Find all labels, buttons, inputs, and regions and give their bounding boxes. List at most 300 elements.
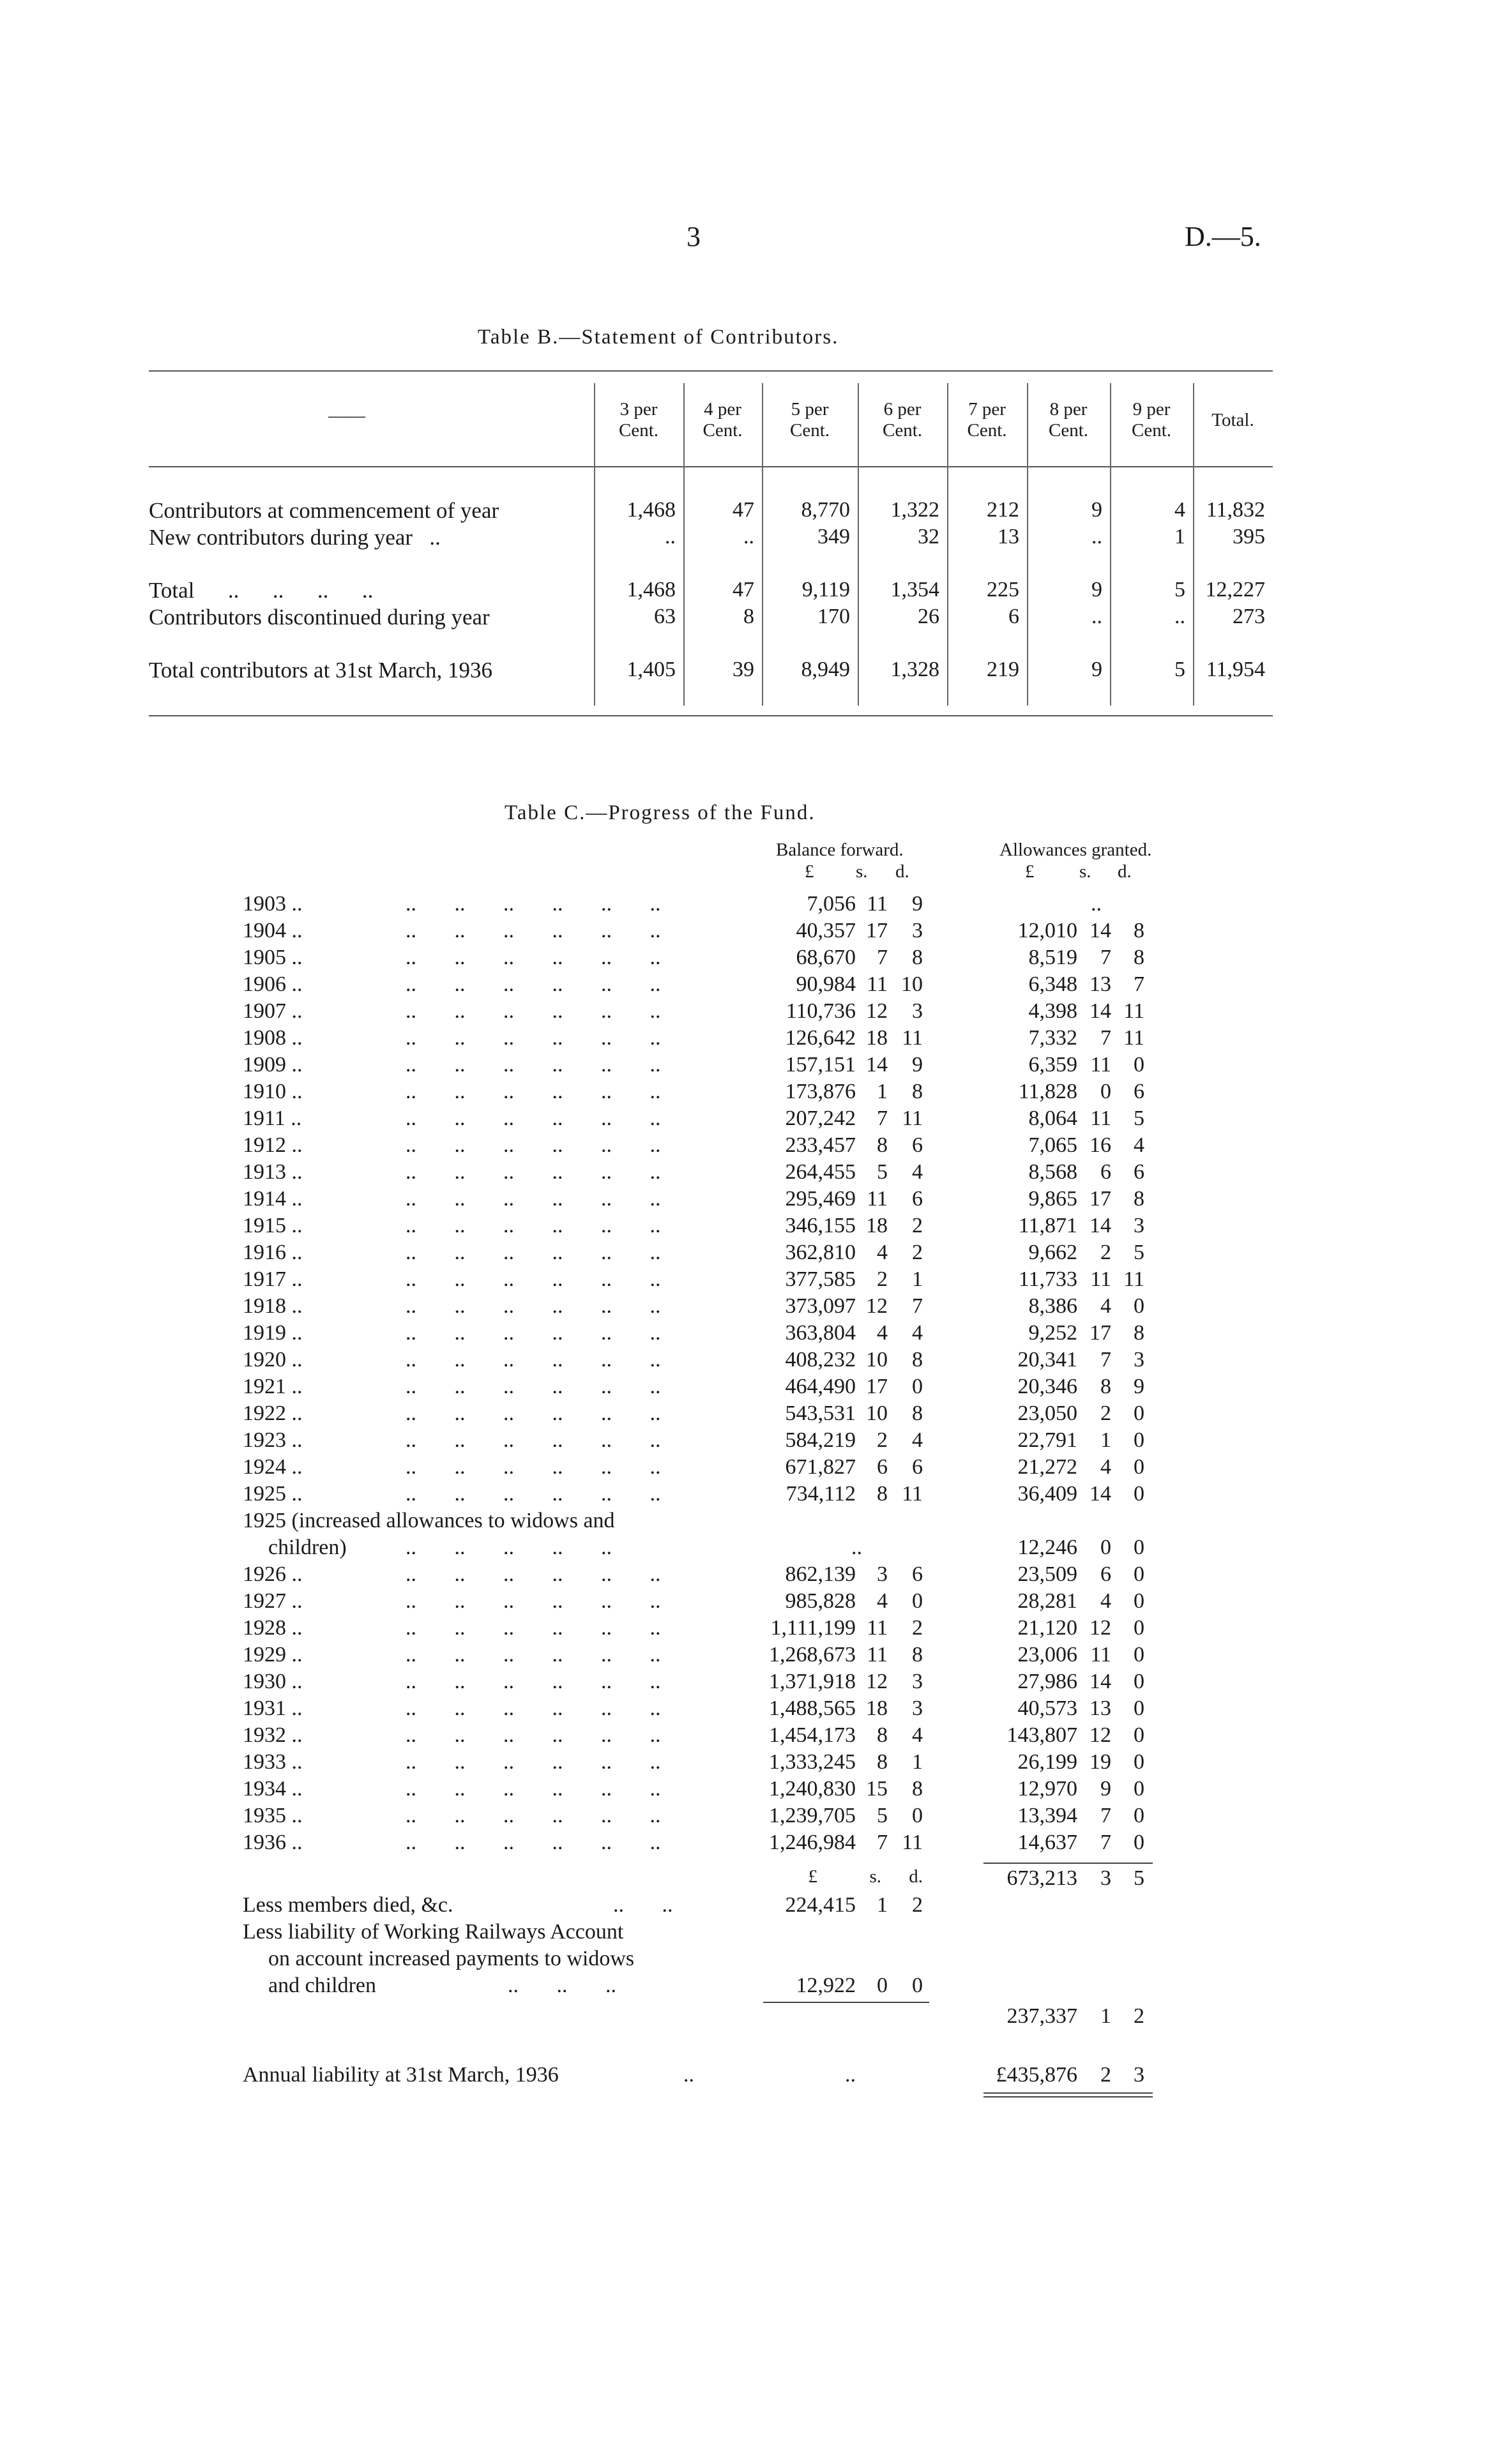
amount-pence: 8 — [1134, 919, 1144, 942]
amount-pence: 0 — [912, 1804, 923, 1827]
leader-dots: .. .. .. .. .. .. — [406, 1187, 661, 1211]
balance-forward-header: Balance forward. — [776, 840, 904, 860]
amount-shillings: 1 — [877, 1080, 888, 1103]
table-cell: 4 — [1174, 498, 1185, 522]
year-row — [243, 1428, 1201, 1455]
amount-pence: 0 — [1134, 1053, 1144, 1077]
amount-pence: 1 — [912, 1267, 923, 1291]
leader-dots: .. .. .. .. .. .. — [406, 999, 661, 1023]
amount-shillings: 14 — [866, 1053, 888, 1077]
row-label: Less members died, &c. — [243, 1893, 453, 1917]
amount-pounds: 21,120 — [1017, 1616, 1077, 1640]
year-label: 1919 .. — [243, 1321, 303, 1345]
column-header: 8 per Cent. — [1048, 399, 1089, 441]
note-label: children) — [268, 1536, 347, 1559]
table-cell: 225 — [987, 578, 1019, 601]
amount-shillings: 11 — [867, 892, 888, 916]
table-cell: 26 — [918, 605, 939, 628]
leader-dots: .. .. .. .. .. .. — [406, 1804, 661, 1827]
amount-shillings: 5 — [877, 1804, 888, 1827]
leader-dots: .. .. .. .. .. .. — [406, 1723, 661, 1747]
double-rule — [983, 2092, 1153, 2094]
leader-dots: .. .. .. .. .. .. — [406, 1107, 661, 1130]
year-label: 1907 .. — [243, 999, 303, 1023]
shillings-unit: s. — [869, 1866, 881, 1887]
amount-pounds: 143,807 — [1006, 1723, 1077, 1747]
amount-shillings: 17 — [866, 919, 888, 942]
amount-pounds: 23,050 — [1017, 1402, 1077, 1425]
amount-shillings: 2 — [1100, 1241, 1111, 1264]
amount-pounds: 363,804 — [785, 1321, 856, 1345]
year-label: 1913 .. — [243, 1160, 303, 1184]
year-row — [243, 1643, 1201, 1670]
year-row — [243, 1294, 1201, 1321]
amount-pence: 0 — [1134, 1670, 1144, 1693]
amount-pounds: 22,791 — [1017, 1428, 1077, 1452]
amount-pence: 6 — [1134, 1160, 1144, 1184]
year-row — [243, 1160, 1201, 1187]
amount-pence: 5 — [1134, 1241, 1144, 1264]
table-cell: 1,328 — [890, 658, 939, 681]
amount-pounds: 11,828 — [1018, 1080, 1077, 1103]
amount-pounds: 1,488,565 — [769, 1697, 856, 1720]
column-header: 9 per Cent. — [1131, 399, 1172, 441]
amount-pounds: 734,112 — [786, 1482, 856, 1506]
amount-shillings: 3 — [1100, 1866, 1111, 1890]
amount-shillings: 18 — [866, 1697, 888, 1720]
year-label: 1929 .. — [243, 1643, 303, 1667]
amount-shillings: 12 — [866, 1294, 888, 1318]
pounds-unit: £ — [805, 861, 814, 882]
year-row — [243, 1348, 1201, 1375]
year-row — [243, 946, 1201, 972]
amount-shillings: 17 — [1090, 1187, 1111, 1211]
pounds-unit: £ — [808, 1866, 817, 1887]
amount-pounds: 237,337 — [1006, 2004, 1077, 2028]
amount-shillings: 4 — [1100, 1294, 1111, 1318]
amount-pence: 2 — [912, 1241, 923, 1264]
year-row — [243, 1804, 1201, 1831]
table-cell: 1,405 — [626, 658, 676, 681]
amount-pounds: 7,332 — [1028, 1026, 1077, 1050]
year-label: 1933 .. — [243, 1750, 303, 1774]
amount-shillings: 13 — [1090, 972, 1111, 996]
leader-dots: .. .. .. .. .. .. — [406, 1267, 661, 1291]
row-label: on account increased payments to widows — [268, 1947, 635, 1970]
year-label: 1910 .. — [243, 1080, 303, 1103]
year-label: 1911 .. — [243, 1107, 302, 1130]
year-row — [243, 1321, 1201, 1348]
note-row — [243, 1509, 1201, 1536]
amount-pounds: 12,922 — [796, 1974, 856, 1997]
amount-shillings: 7 — [1100, 1804, 1111, 1827]
amount-pence: 0 — [1134, 1428, 1144, 1452]
leader-dots: .. .. .. .. .. .. — [406, 1053, 661, 1077]
table-cell: 13 — [998, 525, 1019, 548]
column-header: 7 per Cent. — [967, 399, 1007, 441]
table-cell: .. — [1174, 605, 1185, 628]
amount-pence: 9 — [1134, 1375, 1144, 1398]
amount-pounds: 40,573 — [1017, 1697, 1077, 1720]
leader-dots: .. .. .. .. .. .. — [406, 1831, 661, 1854]
year-label: 1916 .. — [243, 1241, 303, 1264]
amount-pounds: 20,346 — [1017, 1375, 1077, 1398]
amount-shillings: 14 — [1090, 1214, 1111, 1237]
table-cell: .. — [1091, 525, 1102, 548]
amount-pounds: 346,155 — [785, 1214, 856, 1237]
amount-pounds: 1,454,173 — [769, 1723, 856, 1747]
amount-shillings: 7 — [1100, 1831, 1111, 1854]
amount-shillings: 11 — [1090, 1107, 1111, 1130]
year-label: 1921 .. — [243, 1375, 303, 1398]
amount-pounds: 8,519 — [1028, 946, 1077, 969]
amount-pence: 10 — [901, 972, 923, 996]
pence-unit: d. — [895, 861, 909, 882]
total-rule — [983, 1863, 1153, 1864]
amount-pence: 0 — [1134, 1723, 1144, 1747]
amount-pence: 9 — [912, 1053, 923, 1077]
amount-pence: 0 — [1134, 1643, 1144, 1667]
amount-pence: 2 — [912, 1893, 923, 1917]
amount-pounds: 36,409 — [1017, 1482, 1077, 1506]
double-rule — [983, 2096, 1153, 2097]
amount-shillings: 7 — [1100, 946, 1111, 969]
amount-pence: 3 — [1134, 1214, 1144, 1237]
year-row — [243, 1589, 1201, 1616]
table-cell: .. — [665, 525, 676, 548]
amount-pounds: 4,398 — [1028, 999, 1077, 1023]
pence-unit: d. — [1118, 861, 1132, 882]
year-row — [243, 919, 1201, 946]
less-liability-row — [243, 1947, 1201, 1974]
table-c — [243, 840, 1201, 2110]
amount-shillings: 0 — [877, 1974, 888, 1997]
year-label: 1914 .. — [243, 1187, 303, 1211]
amount-pounds: 8,386 — [1028, 1294, 1077, 1318]
row-label: Total contributors at 31st March, 1936 — [149, 658, 493, 683]
amount-shillings: 12 — [1090, 1723, 1111, 1747]
table-cell: 8,770 — [801, 498, 850, 522]
amount-shillings: 7 — [877, 1831, 888, 1854]
row-label: and children — [268, 1974, 376, 1997]
table-cell: 39 — [733, 658, 754, 681]
amount-shillings: 4 — [1100, 1455, 1111, 1479]
year-label: 1917 .. — [243, 1267, 303, 1291]
amount-pence: 1 — [912, 1750, 923, 1774]
amount-pence: 2 — [912, 1616, 923, 1640]
amount-pounds: 26,199 — [1017, 1750, 1077, 1774]
table-cell: 63 — [654, 605, 676, 628]
shillings-unit: s. — [1079, 861, 1091, 882]
amount-shillings: 12 — [866, 999, 888, 1023]
year-row — [243, 1616, 1201, 1643]
amount-shillings: 11 — [1090, 1053, 1111, 1077]
amount-pounds: 14,637 — [1017, 1831, 1077, 1854]
year-row — [243, 1670, 1201, 1697]
amount-pounds: 543,531 — [785, 1402, 856, 1425]
amount-pence: 9 — [912, 892, 923, 916]
table-cell: 8 — [743, 605, 754, 628]
amount-pence: 5 — [1134, 1866, 1144, 1890]
amount-pence: 0 — [1134, 1482, 1144, 1506]
table-cell: 273 — [1233, 605, 1265, 628]
year-row — [243, 1133, 1201, 1160]
amount-shillings: 1 — [1100, 1428, 1111, 1452]
table-cell: 5 — [1174, 658, 1185, 681]
amount-pence: 0 — [912, 1974, 923, 1997]
table-b-caption: Table B.—Statement of Contributors. — [478, 326, 839, 349]
amount-pounds: 173,876 — [785, 1080, 856, 1103]
amount-pence: 6 — [1134, 1080, 1144, 1103]
document-reference: D.—5. — [1185, 221, 1261, 252]
row-label: Total .. .. .. .. — [149, 578, 374, 603]
table-cell: 1 — [1174, 525, 1185, 548]
amount-pence: 11 — [902, 1482, 923, 1506]
year-row — [243, 1026, 1201, 1053]
less-liability-row — [243, 1920, 1201, 1947]
year-row — [243, 1482, 1201, 1509]
amount-pounds: 90,984 — [796, 972, 856, 996]
amount-shillings: 2 — [877, 1267, 888, 1291]
leader-dots: .. .. .. .. .. .. — [406, 1482, 661, 1506]
amount-pounds: 7,056 — [807, 892, 856, 916]
amount-pounds: 28,281 — [1017, 1589, 1077, 1613]
year-label: 1931 .. — [243, 1697, 303, 1720]
less-liability-row — [243, 1974, 1201, 2000]
amount-pounds: 6,359 — [1028, 1053, 1077, 1077]
amount-pence: 8 — [912, 1643, 923, 1667]
amount-pence: 11 — [1123, 999, 1144, 1023]
leader-dots: .. .. .. .. .. .. — [406, 1777, 661, 1801]
leader-dots: .. .. .. .. .. — [406, 1536, 612, 1559]
year-row — [243, 999, 1201, 1026]
year-row — [243, 1831, 1201, 1857]
table-cell: 8,949 — [801, 658, 850, 681]
leader-dots: .. .. .. .. .. .. — [406, 1133, 661, 1157]
amount-shillings: 8 — [877, 1482, 888, 1506]
amount-shillings: 8 — [877, 1723, 888, 1747]
amount-pence: 2 — [1134, 2004, 1144, 2028]
table-cell: .. — [1091, 605, 1102, 628]
year-row — [243, 1455, 1201, 1482]
amount-shillings: 1 — [877, 1893, 888, 1917]
amount-shillings: 12 — [1090, 1616, 1111, 1640]
table-cell: 9 — [1091, 658, 1102, 681]
amount-pounds: 207,242 — [785, 1107, 856, 1130]
year-row — [243, 972, 1201, 999]
table-cell: 9,119 — [801, 578, 850, 601]
amount-pounds: 373,097 — [785, 1294, 856, 1318]
deduction-total-row — [243, 2004, 1201, 2031]
year-label: 1908 .. — [243, 1026, 303, 1050]
amount-pence: 3 — [912, 999, 923, 1023]
amount-pence: 6 — [912, 1562, 923, 1586]
amount-shillings: 1 — [1100, 2004, 1111, 2028]
leader-dots: .. .. .. .. .. .. — [406, 1080, 661, 1103]
amount-pence: 4 — [912, 1723, 923, 1747]
leader-dots: .. .. .. .. .. .. — [406, 1455, 661, 1479]
amount-pounds: 11,871 — [1018, 1214, 1077, 1237]
annual-liability-row — [243, 2063, 1201, 2090]
amount-pence: 0 — [1134, 1750, 1144, 1774]
leader-dots: .. .. .. .. .. .. — [406, 1348, 661, 1372]
table-cell: 219 — [987, 658, 1019, 681]
amount-pounds: 464,490 — [785, 1375, 856, 1398]
amount-shillings: 14 — [1090, 919, 1111, 942]
amount-shillings: 17 — [1090, 1321, 1111, 1345]
leader-dots: .. .. .. .. .. .. — [406, 1428, 661, 1452]
amount-pounds: 40,357 — [796, 919, 856, 942]
amount-pence: 4 — [912, 1321, 923, 1345]
amount-pounds: 377,585 — [785, 1267, 856, 1291]
amount-pounds: 9,865 — [1028, 1187, 1077, 1211]
table-c-caption: Table C.—Progress of the Fund. — [505, 801, 816, 824]
amount-pence: 3 — [912, 1670, 923, 1693]
year-label: 1906 .. — [243, 972, 303, 996]
amount-pence: 0 — [1134, 1697, 1144, 1720]
amount-shillings: 7 — [877, 1107, 888, 1130]
year-row — [243, 1375, 1201, 1402]
amount-shillings: 10 — [866, 1348, 888, 1372]
amount-pence: 0 — [912, 1375, 923, 1398]
amount-shillings: 2 — [1100, 1402, 1111, 1425]
table-cell: 1,468 — [626, 498, 676, 522]
amount-pounds: 8,064 — [1028, 1107, 1077, 1130]
amount-shillings: 14 — [1090, 1670, 1111, 1693]
amount-pounds: 985,828 — [785, 1589, 856, 1613]
shillings-unit: s. — [856, 861, 868, 882]
amount-shillings: 17 — [866, 1375, 888, 1398]
amount-shillings: 8 — [877, 1750, 888, 1774]
amount-shillings: 0 — [1100, 1080, 1111, 1103]
amount-shillings: 7 — [877, 946, 888, 969]
amount-pounds: .. — [845, 2063, 856, 2087]
amount-pounds: 1,240,830 — [769, 1777, 856, 1801]
table-cell: 170 — [817, 605, 850, 628]
year-row — [243, 1053, 1201, 1080]
amount-shillings: 11 — [867, 1187, 888, 1211]
amount-pounds: 12,246 — [1017, 1536, 1077, 1559]
leader-dots: .. — [683, 2063, 694, 2087]
amount-pence: 11 — [1123, 1026, 1144, 1050]
amount-pence: 0 — [1134, 1589, 1144, 1613]
amount-pence: 3 — [912, 919, 923, 942]
leader-dots: .. .. .. .. .. .. — [406, 972, 661, 996]
amount-pounds: 671,827 — [785, 1455, 856, 1479]
table-cell: 9 — [1091, 578, 1102, 601]
amount-shillings: 11 — [1090, 1267, 1111, 1291]
amount-pounds: 9,252 — [1028, 1321, 1077, 1345]
year-row — [243, 1214, 1201, 1241]
amount-shillings: 11 — [867, 1616, 888, 1640]
column-header: 4 per Cent. — [702, 399, 743, 441]
year-label: 1903 .. — [243, 892, 303, 916]
year-label: 1920 .. — [243, 1348, 303, 1372]
year-label: 1918 .. — [243, 1294, 303, 1318]
amount-pounds: 673,213 — [1006, 1866, 1077, 1890]
amount-pence: 4 — [1134, 1133, 1144, 1157]
amount-shillings: 4 — [877, 1589, 888, 1613]
amount-pence: 0 — [1134, 1831, 1144, 1854]
amount-pence: 8 — [912, 1080, 923, 1103]
row-label: Annual liability at 31st March, 1936 — [243, 2063, 559, 2087]
year-label: 1935 .. — [243, 1804, 303, 1827]
amount-shillings: 2 — [1100, 2063, 1111, 2087]
table-cell: 395 — [1233, 525, 1265, 548]
amount-pounds: 157,151 — [785, 1053, 856, 1077]
allowances-total-row — [243, 1866, 1201, 1893]
amount-pounds: 408,232 — [785, 1348, 856, 1372]
amount-pence: 8 — [912, 1348, 923, 1372]
subtotal-rule — [763, 2002, 929, 2003]
year-row — [243, 1267, 1201, 1294]
amount-shillings: 5 — [877, 1160, 888, 1184]
table-cell: 32 — [918, 525, 939, 548]
column-header: Total. — [1211, 410, 1254, 430]
amount-pence: 3 — [1134, 1348, 1144, 1372]
amount-pence: 11 — [902, 1107, 923, 1130]
year-label: 1932 .. — [243, 1723, 303, 1747]
amount-pence: 3 — [1134, 2063, 1144, 2087]
column-header: 6 per Cent. — [882, 399, 923, 441]
amount-pence: 2 — [912, 1214, 923, 1237]
amount-pounds: 68,670 — [796, 946, 856, 969]
amount-pounds: 7,065 — [1028, 1133, 1077, 1157]
amount-pence: 6 — [912, 1133, 923, 1157]
amount-pounds: 362,810 — [785, 1241, 856, 1264]
leader-dots: .. .. .. .. .. .. — [406, 1616, 661, 1640]
amount-pounds: 110,736 — [786, 999, 856, 1023]
table-cell: 11,954 — [1206, 658, 1265, 681]
table-cell: .. — [743, 525, 754, 548]
amount-pence: 4 — [912, 1160, 923, 1184]
year-row — [243, 892, 1201, 919]
year-label: 1934 .. — [243, 1777, 303, 1801]
amount-pounds: .. — [1091, 892, 1102, 916]
table-cell: 6 — [1008, 605, 1019, 628]
amount-pence: 8 — [912, 1402, 923, 1425]
year-row — [243, 1241, 1201, 1267]
amount-pence: 0 — [1134, 1294, 1144, 1318]
amount-shillings: 18 — [866, 1026, 888, 1050]
year-row — [243, 1750, 1201, 1777]
amount-pounds: .. — [851, 1536, 862, 1559]
year-label: 1923 .. — [243, 1428, 303, 1452]
leader-dots: .. .. .. .. .. .. — [406, 1697, 661, 1720]
amount-pence: 0 — [1134, 1455, 1144, 1479]
table-cell: 11,832 — [1206, 498, 1265, 522]
year-row — [243, 1402, 1201, 1428]
year-row — [243, 1697, 1201, 1723]
year-label: 1922 .. — [243, 1402, 303, 1425]
year-label: 1909 .. — [243, 1053, 303, 1077]
year-row — [243, 1187, 1201, 1214]
amount-pence: 0 — [1134, 1804, 1144, 1827]
leader-dots: .. .. .. .. .. .. — [406, 1321, 661, 1345]
year-label: 1925 .. — [243, 1482, 303, 1506]
amount-pounds: 21,272 — [1017, 1455, 1077, 1479]
amount-shillings: 4 — [1100, 1589, 1111, 1613]
leader-dots: .. .. .. .. .. .. — [406, 1670, 661, 1693]
amount-pence: 11 — [902, 1026, 923, 1050]
note-row — [243, 1536, 1201, 1562]
table-cell: 5 — [1174, 578, 1185, 601]
amount-pounds: 20,341 — [1017, 1348, 1077, 1372]
amount-pounds: 8,568 — [1028, 1160, 1077, 1184]
amount-pounds: 12,970 — [1017, 1777, 1077, 1801]
year-label: 1912 .. — [243, 1133, 303, 1157]
amount-shillings: 6 — [1100, 1160, 1111, 1184]
